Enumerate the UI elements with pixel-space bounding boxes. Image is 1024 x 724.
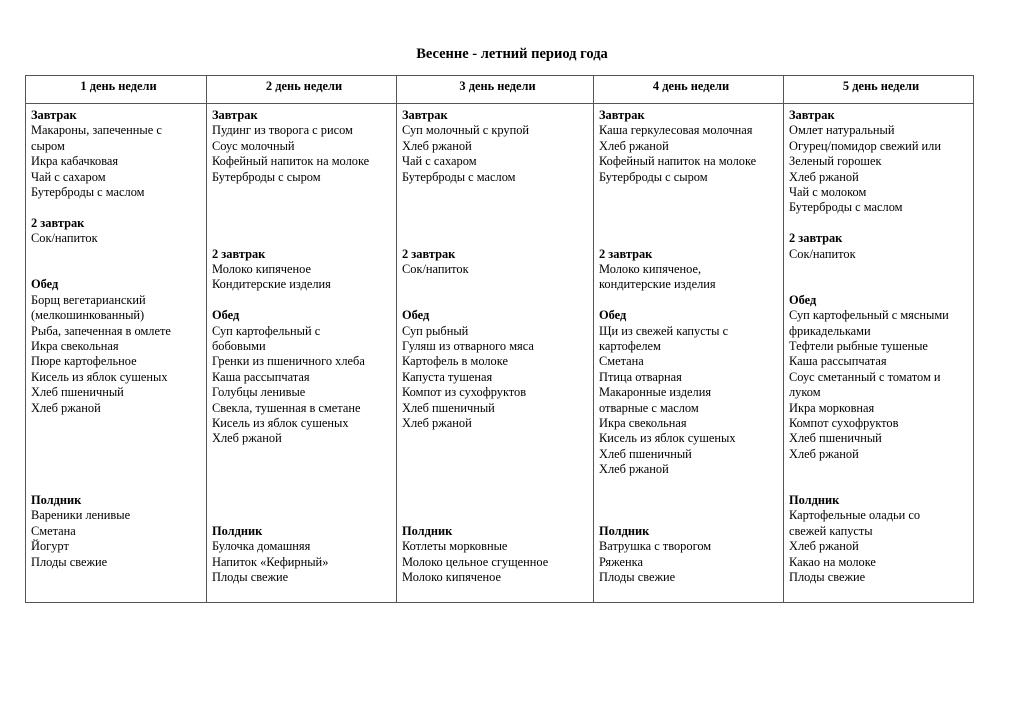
menu-item: Сок/напиток <box>402 262 469 276</box>
blank-line <box>402 216 593 231</box>
menu-item: Кисель из яблок сушеных <box>599 431 736 446</box>
blank-line <box>212 447 396 462</box>
blank-line <box>31 431 206 446</box>
day-1-menu-cell <box>26 104 207 603</box>
day-3-menu-cell <box>397 104 594 603</box>
blank-line <box>402 493 593 508</box>
blank-line <box>402 462 593 477</box>
menu-item: Хлеб ржаной <box>599 138 669 153</box>
menu-item: Хлеб пшеничный <box>31 385 124 400</box>
menu-item: Плоды свежие <box>212 570 289 585</box>
menu-item: Чай с сахаром <box>402 154 477 169</box>
blank-line <box>599 293 783 308</box>
meal-heading: Обед <box>31 277 59 292</box>
blank-line <box>402 508 593 523</box>
meal-heading: Обед <box>789 292 817 307</box>
blank-line <box>31 247 206 262</box>
meal-heading: Завтрак <box>402 108 448 122</box>
menu-item: Булочка домашняя <box>212 539 311 554</box>
day-4-header: 4 день недели <box>594 76 784 104</box>
menu-item: Хлеб ржаной <box>212 431 282 446</box>
menu-item: Макаронные изделия <box>599 385 712 400</box>
menu-item: Сок/напиток <box>31 231 98 246</box>
meal-heading: 2 завтрак <box>212 246 266 261</box>
meal-heading: 2 завтрак <box>402 246 456 261</box>
menu-item: Суп молочный с крупой <box>402 123 530 138</box>
day-4-menu-cell <box>594 104 784 603</box>
menu-item: Кофейный напиток на молоке <box>599 154 757 169</box>
menu-item: Хлеб пшеничный <box>402 400 495 415</box>
menu-item: Сметана <box>599 354 644 369</box>
meal-heading: 2 завтрак <box>599 246 653 261</box>
menu-item: Каша геркулесовая молочная <box>599 123 753 138</box>
meal-heading: Завтрак <box>599 108 645 122</box>
menu-item: Гуляш из отварного мяса <box>402 339 534 353</box>
blank-line <box>599 200 783 215</box>
menu-item: Капуста тушеная <box>402 369 493 384</box>
menu-item: Щи из свежей капусты с <box>599 323 729 338</box>
menu-item: Бутерброды с маслом <box>402 169 516 184</box>
menu-item: Пудинг из творога с рисом <box>212 123 353 138</box>
menu-item: Картофельные оладьи со <box>789 508 921 523</box>
blank-line <box>212 216 396 231</box>
blank-line <box>599 478 783 493</box>
menu-item: Кофейный напиток на молоке <box>212 154 370 169</box>
menu-item: Каша рассыпчатая <box>789 354 887 369</box>
menu-item: Кондитерские изделия <box>212 277 331 292</box>
blank-line <box>31 447 206 462</box>
menu-item: Йогурт <box>31 539 69 554</box>
menu-item: Кисель из яблок сушеных <box>31 369 168 384</box>
page-title: Весенне - летний период года <box>416 46 608 62</box>
menu-item: Молоко цельное сгущенное <box>402 554 549 569</box>
blank-line <box>212 478 396 493</box>
menu-item: Чай с сахаром <box>31 169 106 184</box>
menu-item: Плоды свежие <box>31 554 108 569</box>
meal-heading: Обед <box>212 308 240 323</box>
blank-line <box>31 200 206 215</box>
blank-line <box>31 478 206 493</box>
menu-item: Какао на молоке <box>789 554 876 569</box>
menu-item: Компот из сухофруктов <box>402 385 527 400</box>
menu-item: Борщ вегетарианский <box>31 292 146 307</box>
menu-item: Напиток «Кефирный» <box>212 554 329 569</box>
menu-item: Огурец/помидор свежий или <box>789 138 941 153</box>
blank-line <box>402 431 593 446</box>
menu-item: Макароны, запеченные с <box>31 123 162 138</box>
meal-heading: Полдник <box>31 493 82 508</box>
menu-item: Тефтели рыбные тушеные <box>789 339 928 354</box>
blank-line <box>599 231 783 246</box>
menu-item: кондитерские изделия <box>599 277 716 292</box>
menu-item: Вареники ленивые <box>31 508 131 523</box>
menu-item: Соус сметанный с томатом и <box>789 369 941 384</box>
blank-line <box>789 462 973 477</box>
menu-item: Плоды свежие <box>599 570 676 585</box>
blank-line <box>789 277 973 292</box>
blank-line <box>212 508 396 523</box>
blank-line <box>599 216 783 231</box>
blank-line <box>402 200 593 215</box>
menu-item: Суп картофельный с <box>212 323 321 338</box>
menu-item: Котлеты морковные <box>402 539 508 554</box>
menu-row <box>26 104 974 603</box>
menu-item: свежей капусты <box>789 523 873 538</box>
menu-item: Икра кабачковая <box>31 154 119 169</box>
menu-item: Голубцы ленивые <box>212 385 306 400</box>
blank-line <box>31 462 206 477</box>
table-header-row <box>26 76 974 104</box>
menu-item: Свекла, тушенная в сметане <box>212 400 361 415</box>
menu-item: Омлет натуральный <box>789 123 895 138</box>
blank-line <box>402 277 593 292</box>
menu-item: Бутерброды с сыром <box>599 169 708 184</box>
weekly-menu-table <box>25 75 974 603</box>
menu-item: Рыба, запеченная в омлете <box>31 323 171 338</box>
blank-line <box>789 262 973 277</box>
menu-item: Икра свекольная <box>599 416 687 431</box>
menu-item: Соус молочный <box>212 138 295 153</box>
menu-item: (мелкошинкованный) <box>31 308 145 323</box>
blank-line <box>31 416 206 431</box>
blank-line <box>212 493 396 508</box>
meal-heading: Обед <box>599 308 627 323</box>
day-2-menu-cell <box>207 104 397 603</box>
menu-item: Картофель в молоке <box>402 354 508 369</box>
menu-item: сыром <box>31 138 65 153</box>
menu-item: луком <box>789 385 821 400</box>
blank-line <box>212 462 396 477</box>
menu-item: фрикадельками <box>789 323 871 338</box>
menu-item: Каша рассыпчатая <box>212 369 310 384</box>
blank-line <box>212 185 396 200</box>
blank-line <box>212 200 396 215</box>
menu-item: Плоды свежие <box>789 570 866 585</box>
menu-item: отварные с маслом <box>599 400 699 415</box>
blank-line <box>402 185 593 200</box>
blank-line <box>599 493 783 508</box>
blank-line <box>402 231 593 246</box>
day-3-header: 3 день недели <box>397 76 594 104</box>
menu-item: Икра свекольная <box>31 339 119 354</box>
menu-item: Молоко кипяченое, <box>599 262 702 276</box>
meal-heading: Обед <box>402 308 430 323</box>
meal-heading: Полдник <box>212 523 263 538</box>
menu-item: Бутерброды с маслом <box>31 185 145 200</box>
meal-heading: Полдник <box>599 523 650 538</box>
meal-heading: Завтрак <box>789 108 835 122</box>
meal-heading: Завтрак <box>212 108 258 122</box>
meal-heading: Завтрак <box>31 108 77 122</box>
blank-line <box>402 293 593 308</box>
menu-item: Бутерброды с сыром <box>212 169 321 184</box>
menu-item: Пюре картофельное <box>31 354 137 369</box>
blank-line <box>212 293 396 308</box>
blank-line <box>789 216 973 231</box>
meal-heading: 2 завтрак <box>31 215 85 230</box>
menu-item: Сметана <box>31 523 76 538</box>
blank-line <box>31 262 206 277</box>
blank-line <box>599 508 783 523</box>
blank-line <box>402 447 593 462</box>
menu-item: Ряженка <box>599 554 643 569</box>
menu-item: Сок/напиток <box>789 246 856 261</box>
blank-line <box>402 478 593 493</box>
menu-item: Хлеб ржаной <box>402 138 472 153</box>
meal-heading: Полдник <box>402 523 453 538</box>
menu-item: Бутерброды с маслом <box>789 200 903 215</box>
menu-item: Ватрушка с творогом <box>599 539 712 554</box>
menu-item: Хлеб ржаной <box>789 539 859 554</box>
menu-item: Суп картофельный с мясными <box>789 308 949 323</box>
day-2-header: 2 день недели <box>207 76 397 104</box>
meal-heading: Полдник <box>789 493 840 508</box>
menu-item: Хлеб ржаной <box>789 169 859 184</box>
blank-line <box>212 231 396 246</box>
menu-item: Молоко кипяченое <box>212 262 311 276</box>
menu-item: Хлеб ржаной <box>789 446 859 461</box>
menu-item: Птица отварная <box>599 369 682 384</box>
menu-item: Икра морковная <box>789 400 875 415</box>
blank-line <box>789 478 973 493</box>
menu-item: Хлеб ржаной <box>599 462 669 477</box>
day-5-header: 5 день недели <box>784 76 974 104</box>
menu-item: Гренки из пшеничного хлеба <box>212 354 365 369</box>
menu-item: Молоко кипяченое <box>402 570 501 584</box>
menu-item: Хлеб ржаной <box>31 400 101 415</box>
menu-item: картофелем <box>599 339 661 354</box>
menu-item: Хлеб пшеничный <box>599 446 692 461</box>
menu-item: Кисель из яблок сушеных <box>212 416 349 431</box>
blank-line <box>599 185 783 200</box>
menu-item: бобовыми <box>212 339 266 354</box>
day-1-header: 1 день недели <box>26 76 207 104</box>
meal-heading: 2 завтрак <box>789 231 843 246</box>
menu-item: Хлеб ржаной <box>402 416 472 431</box>
menu-item: Компот сухофруктов <box>789 416 899 431</box>
menu-item: Чай с молоком <box>789 185 867 200</box>
menu-item: Хлеб пшеничный <box>789 431 882 446</box>
day-5-menu-cell <box>784 104 974 603</box>
menu-item: Зеленый горошек <box>789 154 882 169</box>
menu-item: Суп рыбный <box>402 323 469 338</box>
